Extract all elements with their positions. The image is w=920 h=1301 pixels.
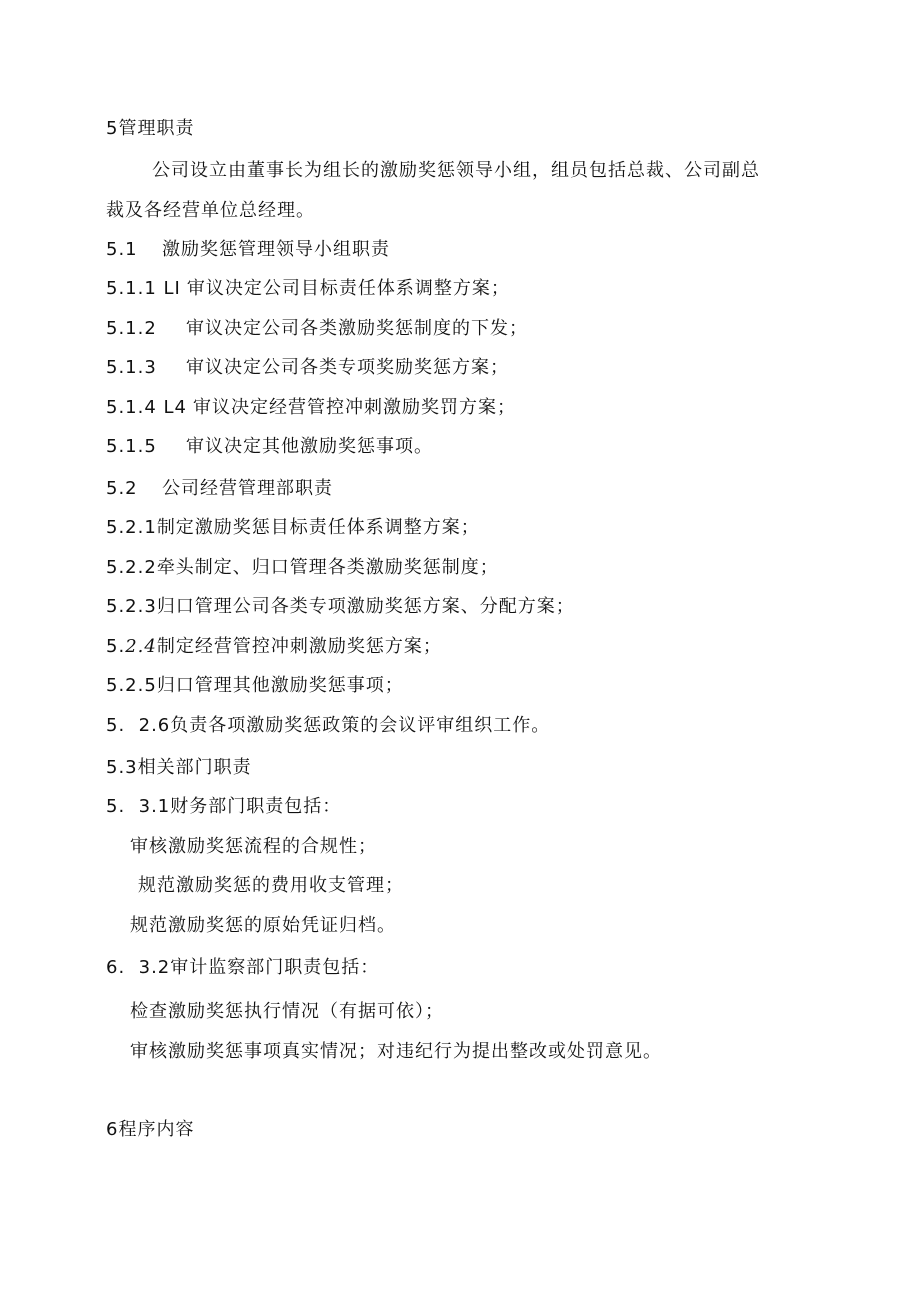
item-number: 5.2.2 [106, 557, 157, 578]
item-text: 负责各项激励奖惩政策的会议评审组织工作。 [170, 715, 551, 736]
item-number: 5.1.3 [106, 357, 157, 378]
finance-duty-item: 审核激励奖惩流程的合规性； [130, 836, 377, 857]
list-item [106, 396, 516, 420]
list-item [106, 317, 528, 341]
audit-duty-item: 审核激励奖惩事项真实情况；对违纪行为提出整改或处罚意见。 [130, 1041, 662, 1062]
item-number-italic: 2.4 [125, 636, 157, 657]
item-number: 5. 2.6 [106, 715, 171, 736]
section-5-3-heading: 5.3相关部门职责 [106, 757, 252, 778]
item-text: 审议决定公司各类专项奖励奖惩方案； [186, 357, 509, 378]
section-number: 5.2 [106, 478, 138, 499]
list-item [106, 516, 480, 540]
finance-duty-item: 规范激励奖惩的原始凭证归档。 [130, 915, 396, 936]
item-text: 归口管理公司各类专项激励奖惩方案、分配方案； [156, 596, 575, 617]
finance-duties-heading [106, 795, 341, 819]
section-title: 公司经营管理部职责 [162, 478, 333, 499]
item-text: 审议决定公司目标责任体系调整方案； [186, 278, 510, 299]
item-text: 审议决定经营管控冲刺激励奖罚方案； [193, 397, 517, 418]
section-5-2-heading [106, 477, 333, 501]
section-5-heading: 5管理职责 [106, 118, 195, 139]
item-text: 制定经营管控冲刺激励奖惩方案； [156, 636, 442, 657]
section-6-heading: 6程序内容 [106, 1119, 195, 1140]
audit-duties-heading [106, 956, 379, 980]
list-item [106, 714, 550, 738]
section-title: 激励奖惩管理领导小组职责 [162, 239, 390, 260]
item-number: 5.1.5 [106, 436, 157, 457]
item-text: 归口管理其他激励奖惩事项； [156, 675, 404, 696]
item-number: 5.2.1 [106, 517, 157, 538]
item-text: 财务部门职责包括： [170, 796, 342, 817]
item-number: 5.1.2 [106, 318, 157, 339]
list-item [106, 635, 442, 659]
section-number: 5.1 [106, 239, 138, 260]
list-item [106, 556, 499, 580]
list-item [106, 277, 510, 301]
item-number-prefix: 5. [106, 636, 126, 657]
item-text: 牵头制定、归口管理各类激励奖惩制度； [156, 557, 499, 578]
item-text: 审议决定公司各类激励奖惩制度的下发； [186, 318, 528, 339]
item-text: 审计监察部门职责包括： [170, 957, 380, 978]
item-number: 6. 3.2 [106, 957, 171, 978]
list-item [106, 435, 433, 459]
item-number: 5.1.4 L4 [106, 397, 188, 418]
item-text: 制定激励奖惩目标责任体系调整方案； [156, 517, 480, 538]
item-number: 5.2.3 [106, 596, 157, 617]
audit-duty-item: 检查激励奖惩执行情况（有据可依）； [130, 1001, 444, 1022]
item-number: 5.2.5 [106, 675, 157, 696]
item-number: 5. 3.1 [106, 796, 171, 817]
section-5-intro-line-1: 公司设立由董事长为组长的激励奖惩领导小组，组员包括总裁、公司副总 [152, 160, 760, 181]
list-item [106, 356, 509, 380]
item-number: 5.1.1 LI [106, 278, 181, 299]
finance-duty-item: 规范激励奖惩的费用收支管理； [138, 875, 404, 896]
section-5-1-heading [106, 238, 390, 262]
list-item [106, 595, 575, 619]
list-item [106, 674, 404, 698]
item-text: 审议决定其他激励奖惩事项。 [186, 436, 433, 457]
section-5-intro-line-2: 裁及各经营单位总经理。 [106, 200, 315, 221]
